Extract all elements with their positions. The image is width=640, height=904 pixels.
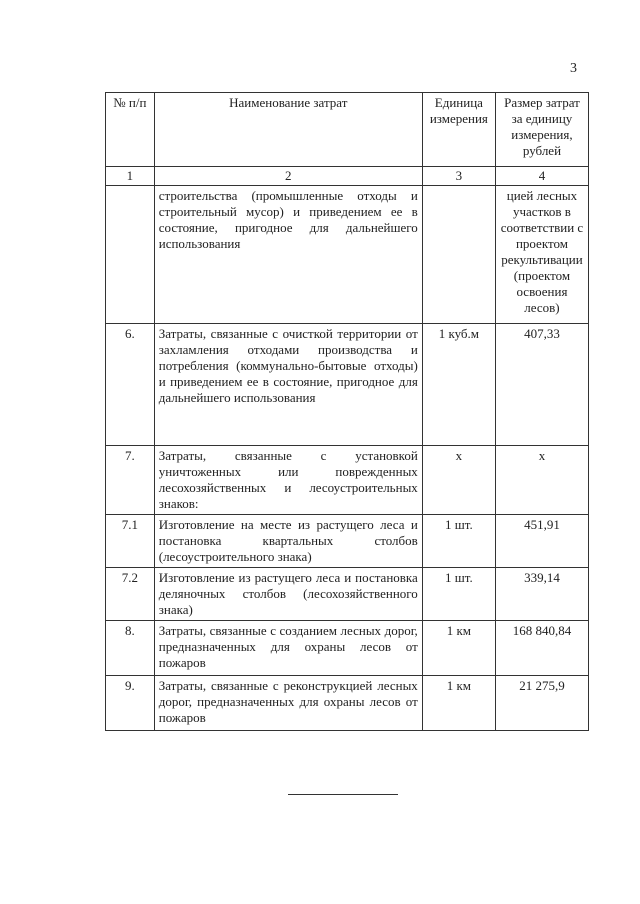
row-cost-value: 168 840,84 bbox=[495, 621, 588, 676]
row-number: 9. bbox=[106, 676, 155, 731]
cost-table bbox=[105, 92, 589, 731]
row-cost-name: Затраты, связанные с установкой уничтоженных или поврежденных лесохозяйственных и лесоустроительных знаков: bbox=[154, 446, 422, 515]
page-number: 3 bbox=[570, 61, 577, 76]
row-cost-name: Изготовление из растущего леса и постановка деляночных столбов (лесохозяйственного знака) bbox=[154, 568, 422, 621]
row-unit bbox=[422, 186, 495, 324]
row-cost-name: строительства (промышленные отходы и строительный мусор) и приведением ее в состояние, пригодное для дальнейшего использования bbox=[154, 186, 422, 324]
column-number: 2 bbox=[154, 167, 422, 186]
table-row bbox=[106, 446, 589, 515]
row-number: 7.1 bbox=[106, 515, 155, 568]
header-number: № п/п bbox=[106, 93, 155, 167]
table-row bbox=[106, 568, 589, 621]
row-cost-name: Изготовление на месте из растущего леса и постановка квартальных столбов (лесоустроительного знака) bbox=[154, 515, 422, 568]
footer-divider bbox=[288, 794, 398, 795]
row-cost-name: Затраты, связанные с созданием лесных дорог, предназначенных для охраны лесов от пожаров bbox=[154, 621, 422, 676]
row-cost-value: 21 275,9 bbox=[495, 676, 588, 731]
header-cost-name: Наименование затрат bbox=[154, 93, 422, 167]
table-header-row bbox=[106, 93, 589, 167]
row-number: 7. bbox=[106, 446, 155, 515]
row-unit: 1 км bbox=[422, 676, 495, 731]
table-row bbox=[106, 324, 589, 446]
table-row bbox=[106, 186, 589, 324]
column-number: 1 bbox=[106, 167, 155, 186]
table-row bbox=[106, 515, 589, 568]
row-cost-value: 451,91 bbox=[495, 515, 588, 568]
row-unit: 1 куб.м bbox=[422, 324, 495, 446]
header-cost-size: Размер затрат за единицу измерения, рублей bbox=[495, 93, 588, 167]
row-cost-value: цией лесных участков в соответствии с проектом рекультивации (проектом освоения лесов) bbox=[495, 186, 588, 324]
row-unit: 1 шт. bbox=[422, 568, 495, 621]
row-cost-name: Затраты, связанные с реконструкцией лесных дорог, предназначенных для охраны лесов от пожаров bbox=[154, 676, 422, 731]
header-unit: Единица измерения bbox=[422, 93, 495, 167]
table-row bbox=[106, 676, 589, 731]
row-cost-value: х bbox=[495, 446, 588, 515]
table-row bbox=[106, 621, 589, 676]
row-cost-value: 339,14 bbox=[495, 568, 588, 621]
row-unit: х bbox=[422, 446, 495, 515]
column-number: 4 bbox=[495, 167, 588, 186]
row-unit: 1 шт. bbox=[422, 515, 495, 568]
column-numbers-row bbox=[106, 167, 589, 186]
row-number: 8. bbox=[106, 621, 155, 676]
column-number: 3 bbox=[422, 167, 495, 186]
row-cost-value: 407,33 bbox=[495, 324, 588, 446]
row-number bbox=[106, 186, 155, 324]
row-cost-name: Затраты, связанные с очисткой территории от захламления отходами производства и потребления (коммунально-бытовые отходы) и приведением ее в состояние, пригодное для дальнейшего использования bbox=[154, 324, 422, 446]
row-unit: 1 км bbox=[422, 621, 495, 676]
row-number: 7.2 bbox=[106, 568, 155, 621]
row-number: 6. bbox=[106, 324, 155, 446]
